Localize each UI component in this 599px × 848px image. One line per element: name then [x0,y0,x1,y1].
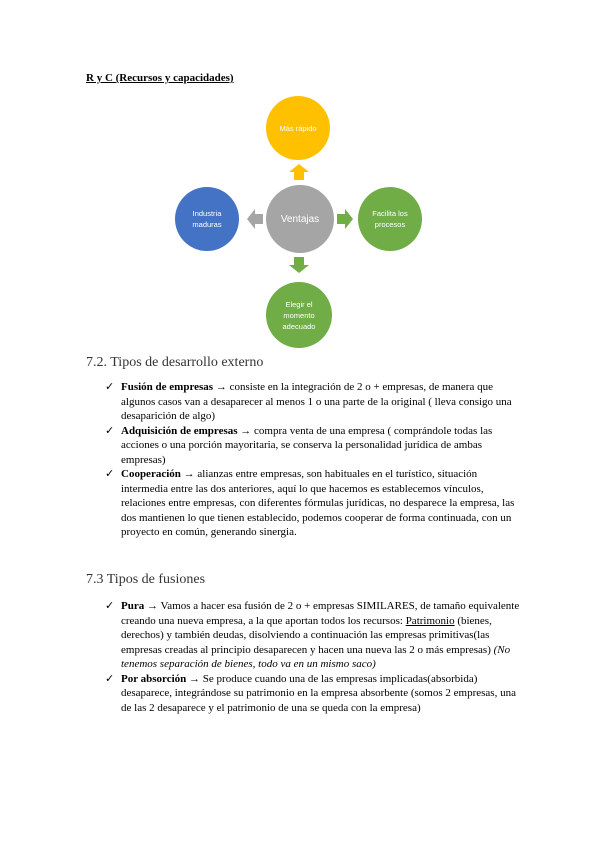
industria-maduras-circle: Industria maduras [175,187,239,251]
item-text: → Vamos a hacer esa fusión de 2 o + empresas SIMILARES, de tamaño equivalente creando una nueva empresa, a la que aportan todos los recursos: [121,600,520,627]
arrow-up-icon [289,164,309,180]
item-text: → Se produce cuando una de las empresas implicadas(absorbida) desaparece, integrándose su patrimonio en la empresa absorbente (somos 2 empresas, una de las 2 desaparece y el patrimonio de una se queda con la empresa) [121,672,516,714]
item-term: Pura [121,600,145,612]
tipos-fusiones-list [105,599,520,715]
item-text: (bienes, derechos) y también deudas, disolviendo a continuación las empresas primitivas(las empresas creadas al principio desaparecen y hacen una nueva las 2 o más empresas) [121,614,494,656]
arrow-left-icon [247,209,263,229]
item-text: → compra venta de una empresa ( comprándole todas las acciones o una porción mayoritaria, se conserva la personalidad jurídica de ambas empresas) [121,424,493,466]
item-text: → alianzas entre empresas, son habituales en el turístico, situación intermedia entre las dos anteriores, aquí lo que hacemos es establecemos vínculos, relaciones entre empresas, con diferentes fórmulas jurídicas, no desparece la empresa, las dos mantienen lo que tienen establecido, podemos cooperar de forma continuada, con un proyecto en común, generando sinergia. [121,468,515,538]
item-term: Adquisición de empresas [121,424,238,437]
item-term: Cooperación [121,468,181,480]
desarrollo-externo-list [105,380,520,540]
checkmark-icon: ✓ [105,600,115,612]
list-item [105,380,520,424]
ventajas-circle: Ventajas [266,185,334,253]
arrow-down-icon [289,257,309,273]
facilita-procesos-circle: Facilita los procesos [358,187,422,251]
list-item [105,467,520,540]
section-title-tipos-fusiones: 7.3 Tipos de fusiones [86,572,206,587]
item-term: Por absorción [121,672,187,685]
arrow-right-icon [337,209,353,229]
elegir-momento-circle: Elegir el momento adecuado [266,282,332,348]
checkmark-icon: ✓ [105,381,115,393]
section-title-desarrollo-externo: 7.2. Tipos de desarrollo externo [86,355,264,370]
item-text: → consiste en la integración de 2 o + empresas, de manera que algunos casos van a desaparecer al menos 1 o una parte de la original ( lleva consigo una desaparición de algo) [121,381,512,422]
list-item [105,599,520,672]
ventajas-diagram [0,0,599,350]
list-item [105,672,520,716]
item-note: (No tenemos separación de bienes, todo va en un mismo saco) [121,643,511,670]
checkmark-icon: ✓ [105,468,115,480]
checkmark-icon: ✓ [105,672,115,685]
item-term: Fusión de empresas [121,381,214,393]
checkmark-icon: ✓ [105,424,115,437]
mas-rapido-circle: Más rápido [266,96,330,160]
patrimonio-text: Patrimonio [405,614,455,627]
list-item [105,424,520,468]
heading-recursos-capacidades: R y C (Recursos y capacidades) [86,72,234,84]
